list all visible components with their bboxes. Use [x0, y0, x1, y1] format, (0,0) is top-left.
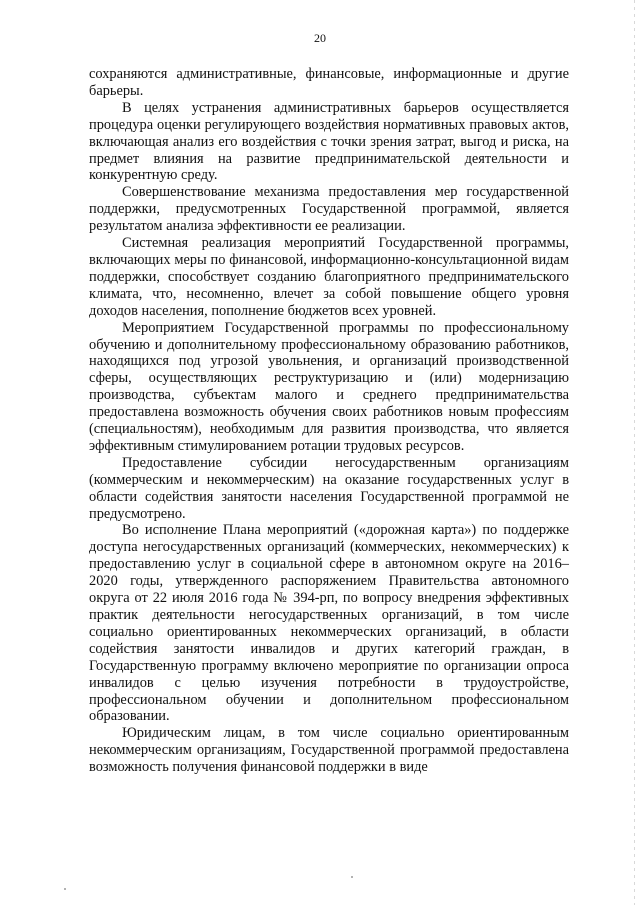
paragraph-legal-entities: Юридическим лицам, в том числе социально ориентированным некоммерческим организациям, Государственной программой предоставлена возможность получения финансовой поддержки в виде	[89, 725, 569, 776]
paragraph-support-mechanism: Совершенствование механизма предоставления мер государственной поддержки, предусмотренных Государственной программой, является результатом анализа эффективности ее реализации.	[89, 184, 569, 235]
document-body	[89, 66, 569, 776]
paragraph-systemic-implementation: Системная реализация мероприятий Государственной программы, включающих меры по финансовой, информационно-консультационной видам поддержки, способствует созданию благоприятного предпринимательского климата, что, несомненно, влечет за собой повышение общего уровня доходов населения, пополнение бюджетов всех уровней.	[89, 235, 569, 319]
scan-speck	[351, 876, 353, 878]
paragraph-continuation: сохраняются административные, финансовые, информационные и другие барьеры.	[89, 66, 569, 99]
paragraph-roadmap: Во исполнение Плана мероприятий («дорожная карта») по поддержке доступа негосударственных организаций (коммерческих, некоммерческих) к предоставлению услуг в социальной сфере в автономном округе на 2016–2020 годы, утвержденного распоряжением Правительства автономного округа от 22 июля 2016 года № 394-рп, по вопросу внедрения эффективных практик деятельности негосударственных организаций, в том числе социально ориентированных некоммерческих организаций, в области содействия занятости инвалидов и других категорий граждан, в Государственную программу включено мероприятие по организации опроса инвалидов с целью изучения потребности в трудоустройстве, профессиональном обучении и дополнительном профессиональном образовании.	[89, 522, 569, 725]
scan-speck	[64, 888, 66, 890]
page-number: 20	[314, 31, 326, 45]
paragraph-subsidies: Предоставление субсидии негосударственным организациям (коммерческим и некоммерческим) на оказание государственных услуг в области содействия занятости населения Государственной программой не предусмотрено.	[89, 454, 569, 522]
scan-edge-mark	[634, 0, 635, 905]
paragraph-administrative-barriers: В целях устранения административных барьеров осуществляется процедура оценки регулирующего воздействия нормативных правовых актов, включающая анализ его воздействия с точки зрения затрат, выгод и риска, на предмет влияния на развитие предпринимательской деятельности и конкурентную среду.	[89, 99, 569, 184]
paragraph-professional-training: Мероприятием Государственной программы по профессиональному обучению и дополнительному профессиональному образованию работников, находящихся под угрозой увольнения, и организаций производственной сферы, осуществляющих реструктуризацию и (или) модернизацию производства, субъектам малого и среднего предпринимательства предоставлена возможность обучения своих работников новым профессиям (специальностям), необходимым для развития производства, что является эффективным стимулированием ротации трудовых ресурсов.	[89, 319, 569, 454]
